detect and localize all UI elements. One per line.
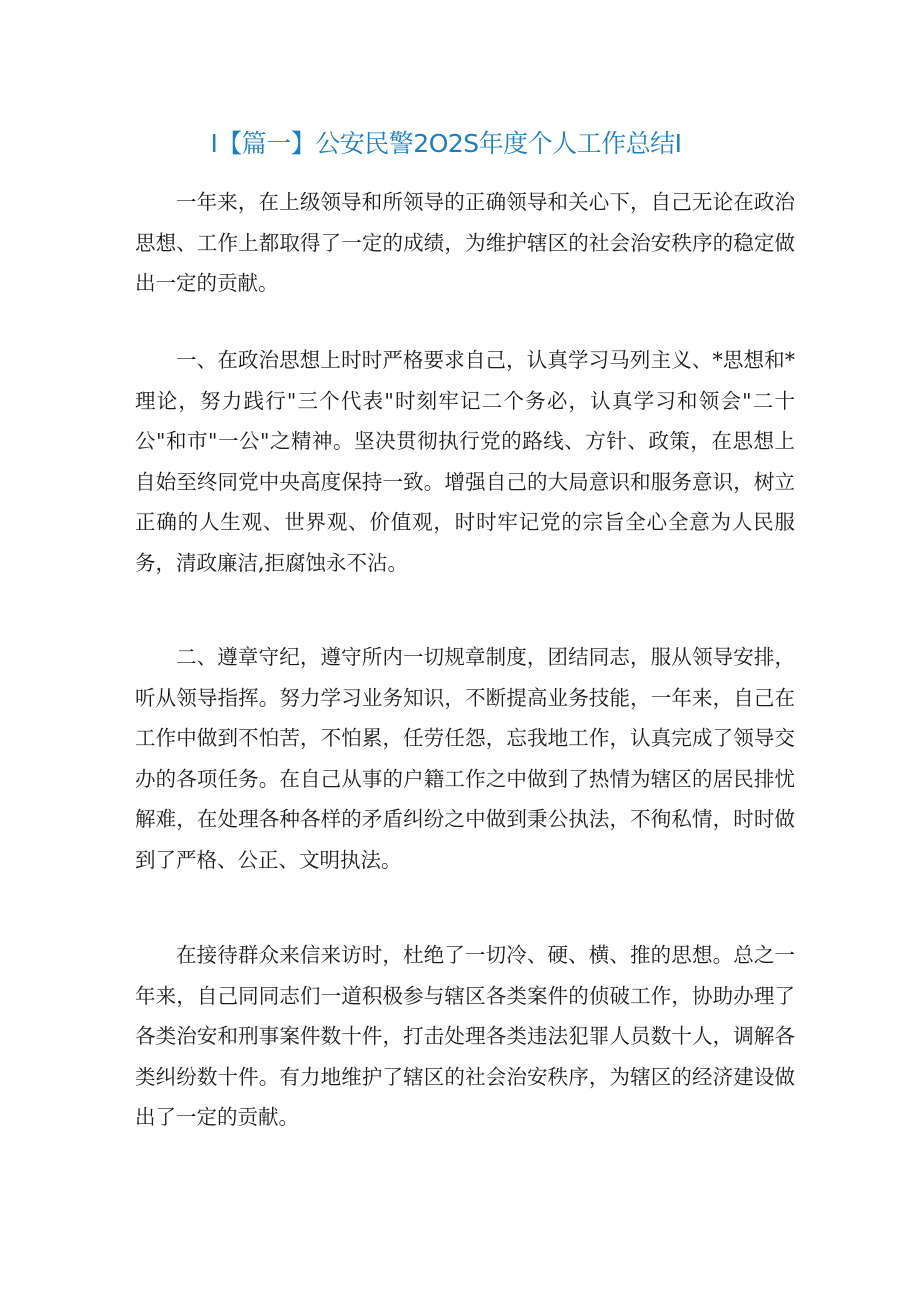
paragraph-reception: 在接待群众来信来访时，杜绝了一切冷、硬、横、推的思想。总之一年来，自己同同志们一道积极参与辖区各类案件的侦破工作，协助办理了各类治安和刑事案件数十件，打击处理各类违法犯罪人员数十人，调解各类纠纷数十件。有力地维护了辖区的社会治安秩序，为辖区的经济建设做出了一定的贡献。 — [135, 943, 795, 1129]
paragraph-intro: 一年来，在上级领导和所领导的正确领导和关心下，自己无论在政治思想、工作上都取得了一定的成绩，为维护辖区的社会治安秩序的稳定做出一定的贡献。 — [135, 190, 795, 295]
paragraph-political-thought: 一、在政治思想上时时严格要求自己，认真学习马列主义、*思想和*理论，努力践行"三个代表"时刻牢记二个务必，认真学习和领会"二十公"和市"一公"之精神。坚决贯彻执行党的路线、方针、政策，在思想上自始至终同党中央高度保持一致。增强自己的大局意识和服务意识，树立正确的人生观、世界观、价值观，时时牢记党的宗旨全心全意为人民服务，清政廉洁,拒腐蚀永不沾。 — [135, 348, 795, 575]
document-title: I【篇一】公安民警2O2S年度个人工作总结I — [210, 129, 682, 158]
paragraph-discipline: 二、遵章守纪，遵守所内一切规章制度，团结同志，服从领导安排，听从领导指挥。努力学习业务知识，不断提高业务技能，一年来，自己在工作中做到不怕苦，不怕累，任劳任怨，忘我地工作，认真完成了领导交办的各项任务。在自己从事的户籍工作之中做到了热情为辖区的居民排忧解难，在处理各种各样的矛盾纠纷之中做到秉公执法，不徇私情，时时做到了严格、公正、文明执法。 — [135, 645, 795, 872]
